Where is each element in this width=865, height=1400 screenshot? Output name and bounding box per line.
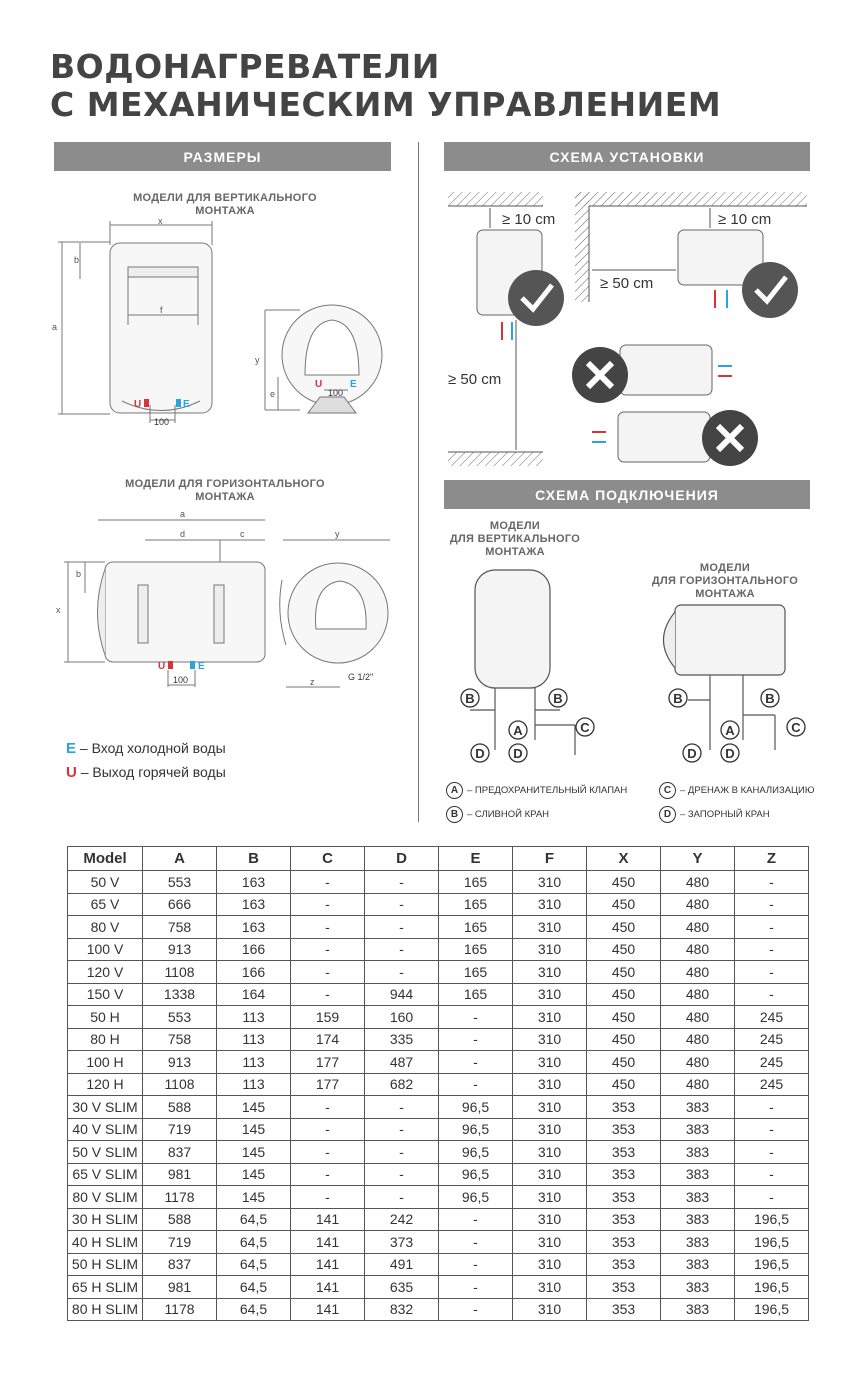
table-cell: 196,5	[735, 1253, 809, 1276]
table-cell: -	[291, 871, 365, 894]
svg-text:d: d	[180, 529, 186, 539]
table-cell: -	[735, 983, 809, 1006]
gap-side-label: ≥ 50 cm	[600, 275, 654, 292]
table-cell: 120 H	[68, 1073, 143, 1096]
table-cell: 450	[587, 871, 661, 894]
table-cell: -	[291, 893, 365, 916]
table-cell: -	[291, 961, 365, 984]
table-cell: -	[365, 893, 439, 916]
table-cell: 80 V SLIM	[68, 1186, 143, 1209]
table-cell: 141	[291, 1231, 365, 1254]
gap-top-label-2: ≥ 10 cm	[718, 211, 772, 228]
connect-horizontal-title: МОДЕЛИ ДЛЯ ГОРИЗОНТАЛЬНОГО МОНТАЖА	[651, 562, 799, 600]
table-body	[68, 871, 809, 1321]
table-cell: -	[439, 1298, 513, 1321]
table-cell: 165	[439, 983, 513, 1006]
table-cell: 100 H	[68, 1051, 143, 1074]
table-cell: 1108	[143, 1073, 217, 1096]
table-cell: 96,5	[439, 1163, 513, 1186]
table-cell: 310	[513, 1006, 587, 1029]
table-cell: 310	[513, 1276, 587, 1299]
svg-text:C: C	[580, 720, 590, 735]
table-cell: 174	[291, 1028, 365, 1051]
table-cell: -	[735, 893, 809, 916]
table-cell: 480	[661, 961, 735, 984]
table-cell: 450	[587, 1028, 661, 1051]
svg-text:B: B	[765, 691, 775, 706]
svg-text:y: y	[255, 355, 260, 365]
table-cell: 50 H	[68, 1006, 143, 1029]
spec-table	[67, 846, 809, 1321]
table-cell: -	[291, 1163, 365, 1186]
table-cell: 383	[661, 1298, 735, 1321]
table-cell: 310	[513, 916, 587, 939]
column-divider	[418, 142, 419, 822]
table-cell: 353	[587, 1276, 661, 1299]
table-cell: 242	[365, 1208, 439, 1231]
table-cell: 1178	[143, 1298, 217, 1321]
table-cell: -	[291, 1186, 365, 1209]
table-cell: 981	[143, 1276, 217, 1299]
table-cell: 383	[661, 1276, 735, 1299]
table-cell: -	[735, 1163, 809, 1186]
table-cell: -	[735, 961, 809, 984]
table-cell: -	[365, 1096, 439, 1119]
table-cell: 145	[217, 1163, 291, 1186]
table-cell: 383	[661, 1141, 735, 1164]
legend-cold: E – Вход холодной воды	[66, 740, 226, 757]
table-cell: 913	[143, 938, 217, 961]
svg-text:E: E	[183, 399, 190, 410]
table-cell: 480	[661, 893, 735, 916]
table-cell: 96,5	[439, 1186, 513, 1209]
svg-text:C: C	[791, 720, 801, 735]
table-cell: 165	[439, 893, 513, 916]
table-cell: 145	[217, 1118, 291, 1141]
table-cell: 64,5	[217, 1276, 291, 1299]
table-cell: 113	[217, 1006, 291, 1029]
table-cell: 310	[513, 961, 587, 984]
table-cell: 310	[513, 893, 587, 916]
table-cell: 64,5	[217, 1253, 291, 1276]
table-cell: 40 V SLIM	[68, 1118, 143, 1141]
table-cell: 353	[587, 1096, 661, 1119]
svg-text:z: z	[310, 677, 315, 687]
table-cell: 30 H SLIM	[68, 1208, 143, 1231]
table-cell: 450	[587, 916, 661, 939]
svg-text:B: B	[673, 691, 683, 706]
table-cell: 141	[291, 1208, 365, 1231]
table-cell: 310	[513, 1073, 587, 1096]
gap-top-label: ≥ 10 cm	[502, 211, 556, 228]
table-cell: 145	[217, 1186, 291, 1209]
svg-text:a: a	[180, 509, 186, 519]
title-line-2: С МЕХАНИЧЕСКИМ УПРАВЛЕНИЕМ	[50, 85, 722, 124]
svg-text:A: A	[513, 723, 523, 738]
table-cell: 310	[513, 1096, 587, 1119]
table-row	[68, 983, 809, 1006]
table-cell: 353	[587, 1186, 661, 1209]
table-row	[68, 1276, 809, 1299]
table-cell: 159	[291, 1006, 365, 1029]
table-cell: 145	[217, 1141, 291, 1164]
table-cell: -	[365, 1186, 439, 1209]
table-row	[68, 1028, 809, 1051]
table-cell: 113	[217, 1028, 291, 1051]
table-cell: 450	[587, 1051, 661, 1074]
table-cell: 96,5	[439, 1118, 513, 1141]
table-cell: 113	[217, 1051, 291, 1074]
table-cell: 480	[661, 916, 735, 939]
page-title	[50, 48, 721, 124]
table-cell: 177	[291, 1073, 365, 1096]
table-cell: 450	[587, 961, 661, 984]
table-cell: -	[291, 938, 365, 961]
table-cell: 944	[365, 983, 439, 1006]
table-cell: 163	[217, 893, 291, 916]
table-cell: -	[365, 871, 439, 894]
table-cell: 165	[439, 961, 513, 984]
table-cell: 310	[513, 1118, 587, 1141]
table-cell: 487	[365, 1051, 439, 1074]
table-row	[68, 1208, 809, 1231]
connection-scheme	[440, 560, 820, 770]
svg-text:G 1/2": G 1/2"	[348, 672, 374, 682]
svg-text:e: e	[270, 389, 276, 399]
table-cell: 65 V SLIM	[68, 1163, 143, 1186]
table-header-x: X	[587, 847, 661, 871]
table-cell: 196,5	[735, 1231, 809, 1254]
table-cell: 80 H	[68, 1028, 143, 1051]
svg-text:D: D	[513, 746, 523, 761]
table-cell: 165	[439, 916, 513, 939]
cold-inlet-marker	[176, 399, 181, 407]
svg-text:D: D	[725, 746, 735, 761]
table-cell: 480	[661, 1051, 735, 1074]
svg-text:f: f	[160, 305, 163, 315]
svg-text:E: E	[350, 379, 357, 390]
table-cell: 196,5	[735, 1208, 809, 1231]
table-row	[68, 893, 809, 916]
table-cell: 310	[513, 1231, 587, 1254]
table-cell: 353	[587, 1208, 661, 1231]
table-cell: 165	[439, 938, 513, 961]
table-cell: 245	[735, 1051, 809, 1074]
table-row	[68, 1141, 809, 1164]
table-cell: 480	[661, 1028, 735, 1051]
table-cell: 832	[365, 1298, 439, 1321]
table-cell: -	[439, 1006, 513, 1029]
table-cell: 120 V	[68, 961, 143, 984]
table-cell: 588	[143, 1208, 217, 1231]
gap-floor-label: ≥ 50 cm	[448, 371, 502, 388]
table-cell: 310	[513, 938, 587, 961]
table-cell: 588	[143, 1096, 217, 1119]
table-cell: 353	[587, 1231, 661, 1254]
section-connect: СХЕМА ПОДКЛЮЧЕНИЯ	[444, 480, 810, 509]
table-row	[68, 871, 809, 894]
svg-text:U: U	[315, 379, 323, 390]
table-cell: 50 V SLIM	[68, 1141, 143, 1164]
table-cell: 1108	[143, 961, 217, 984]
svg-text:100: 100	[328, 388, 344, 398]
table-cell: 64,5	[217, 1298, 291, 1321]
table-cell: -	[439, 1276, 513, 1299]
table-cell: -	[439, 1231, 513, 1254]
table-cell: 480	[661, 983, 735, 1006]
table-cell: -	[439, 1073, 513, 1096]
table-cell: 491	[365, 1253, 439, 1276]
install-scheme	[440, 180, 820, 470]
table-header-z: Z	[735, 847, 809, 871]
table-cell: -	[365, 961, 439, 984]
table-cell: -	[439, 1208, 513, 1231]
table-cell: 80 H SLIM	[68, 1298, 143, 1321]
table-row	[68, 1051, 809, 1074]
table-cell: 310	[513, 1141, 587, 1164]
table-cell: 30 V SLIM	[68, 1096, 143, 1119]
table-header-model: Model	[68, 847, 143, 871]
table-cell: 719	[143, 1118, 217, 1141]
table-cell: 145	[217, 1096, 291, 1119]
title-line-1: ВОДОНАГРЕВАТЕЛИ	[50, 47, 440, 86]
svg-text:100: 100	[154, 417, 170, 427]
table-cell: 166	[217, 961, 291, 984]
table-cell: 837	[143, 1253, 217, 1276]
table-cell: 383	[661, 1118, 735, 1141]
table-row	[68, 1073, 809, 1096]
table-cell: 196,5	[735, 1276, 809, 1299]
section-install: СХЕМА УСТАНОВКИ	[444, 142, 810, 171]
table-cell: -	[735, 1186, 809, 1209]
table-cell: 383	[661, 1253, 735, 1276]
table-cell: 65 V	[68, 893, 143, 916]
table-cell: -	[735, 916, 809, 939]
table-cell: 373	[365, 1231, 439, 1254]
table-cell: -	[291, 916, 365, 939]
table-cell: 758	[143, 916, 217, 939]
table-cell: 383	[661, 1208, 735, 1231]
table-cell: 353	[587, 1163, 661, 1186]
table-cell: -	[365, 916, 439, 939]
table-cell: -	[365, 938, 439, 961]
table-cell: -	[365, 1118, 439, 1141]
table-cell: 50 H SLIM	[68, 1253, 143, 1276]
table-cell: -	[439, 1051, 513, 1074]
table-cell: 837	[143, 1141, 217, 1164]
table-cell: 40 H SLIM	[68, 1231, 143, 1254]
table-cell: 196,5	[735, 1298, 809, 1321]
table-row	[68, 1253, 809, 1276]
table-cell: 160	[365, 1006, 439, 1029]
table-cell: 553	[143, 1006, 217, 1029]
table-cell: 245	[735, 1028, 809, 1051]
table-cell: 164	[217, 983, 291, 1006]
table-cell: 383	[661, 1186, 735, 1209]
svg-text:y: y	[335, 529, 340, 539]
table-row	[68, 1231, 809, 1254]
table-cell: -	[735, 871, 809, 894]
table-row	[68, 1298, 809, 1321]
table-cell: 480	[661, 1073, 735, 1096]
table-row	[68, 1163, 809, 1186]
hot-outlet-marker	[144, 399, 149, 407]
table-header-row	[68, 847, 809, 871]
table-cell: 480	[661, 1006, 735, 1029]
vertical-models-title: МОДЕЛИ ДЛЯ ВЕРТИКАЛЬНОГО МОНТАЖА	[133, 192, 317, 217]
table-cell: 245	[735, 1006, 809, 1029]
horizontal-heater-drawing	[50, 505, 410, 700]
table-row	[68, 916, 809, 939]
table-cell: 310	[513, 983, 587, 1006]
table-cell: 50 V	[68, 871, 143, 894]
table-cell: 96,5	[439, 1141, 513, 1164]
table-cell: 310	[513, 1028, 587, 1051]
table-cell: 383	[661, 1163, 735, 1186]
table-cell: 450	[587, 893, 661, 916]
table-cell: 177	[291, 1051, 365, 1074]
table-row	[68, 938, 809, 961]
table-row	[68, 1118, 809, 1141]
table-header-d: D	[365, 847, 439, 871]
table-cell: 682	[365, 1073, 439, 1096]
table-cell: 165	[439, 871, 513, 894]
svg-text:b: b	[76, 569, 82, 579]
dim-x-label: x	[158, 216, 163, 226]
svg-text:E: E	[198, 661, 205, 672]
table-cell: -	[365, 1163, 439, 1186]
table-row	[68, 1096, 809, 1119]
table-cell: -	[439, 1028, 513, 1051]
table-cell: 353	[587, 1253, 661, 1276]
table-cell: 450	[587, 1006, 661, 1029]
table-cell: 383	[661, 1096, 735, 1119]
legend-hot: U – Выход горячей воды	[66, 764, 226, 781]
table-cell: 719	[143, 1231, 217, 1254]
table-cell: 65 H SLIM	[68, 1276, 143, 1299]
table-cell: 981	[143, 1163, 217, 1186]
svg-text:x: x	[56, 605, 61, 615]
table-cell: 100 V	[68, 938, 143, 961]
table-cell: 553	[143, 871, 217, 894]
table-cell: 666	[143, 893, 217, 916]
table-row	[68, 1006, 809, 1029]
table-cell: 913	[143, 1051, 217, 1074]
table-cell: 141	[291, 1276, 365, 1299]
table-cell: -	[365, 1141, 439, 1164]
table-cell: -	[439, 1253, 513, 1276]
table-cell: 245	[735, 1073, 809, 1096]
table-header-b: B	[217, 847, 291, 871]
svg-text:100: 100	[173, 675, 189, 685]
svg-text:U: U	[158, 661, 166, 672]
table-cell: 353	[587, 1118, 661, 1141]
table-cell: 80 V	[68, 916, 143, 939]
table-cell: 141	[291, 1253, 365, 1276]
table-cell: -	[291, 983, 365, 1006]
svg-text:A: A	[725, 723, 735, 738]
table-cell: 163	[217, 871, 291, 894]
connect-vertical-title: МОДЕЛИ ДЛЯ ВЕРТИКАЛЬНОГО МОНТАЖА	[449, 520, 581, 558]
table-row	[68, 1186, 809, 1209]
table-cell: 166	[217, 938, 291, 961]
section-dimensions: РАЗМЕРЫ	[54, 142, 391, 171]
svg-text:U: U	[134, 399, 142, 410]
table-cell: 310	[513, 1163, 587, 1186]
vertical-heater-drawing	[50, 215, 410, 430]
table-cell: 113	[217, 1073, 291, 1096]
table-cell: -	[291, 1118, 365, 1141]
table-cell: 635	[365, 1276, 439, 1299]
horizontal-models-title: МОДЕЛИ ДЛЯ ГОРИЗОНТАЛЬНОГО МОНТАЖА	[125, 478, 325, 503]
note-a: A – ПРЕДОХРАНИТЕЛЬНЫЙ КЛАПАН	[446, 782, 627, 799]
table-cell: 96,5	[439, 1096, 513, 1119]
table-cell: 450	[587, 938, 661, 961]
table-cell: 64,5	[217, 1231, 291, 1254]
table-cell: -	[291, 1141, 365, 1164]
table-cell: 353	[587, 1141, 661, 1164]
table-cell: 480	[661, 938, 735, 961]
table-cell: 310	[513, 1051, 587, 1074]
table-cell: 450	[587, 983, 661, 1006]
table-cell: 450	[587, 1073, 661, 1096]
table-cell: 310	[513, 1208, 587, 1231]
table-cell: 335	[365, 1028, 439, 1051]
table-cell: -	[291, 1096, 365, 1119]
table-cell: -	[735, 1118, 809, 1141]
table-cell: 1178	[143, 1186, 217, 1209]
table-cell: 383	[661, 1231, 735, 1254]
table-cell: 353	[587, 1298, 661, 1321]
svg-text:a: a	[52, 322, 58, 332]
table-cell: 310	[513, 1253, 587, 1276]
note-c: C – ДРЕНАЖ В КАНАЛИЗАЦИЮ	[659, 782, 814, 799]
table-row	[68, 961, 809, 984]
note-d: D – ЗАПОРНЫЙ КРАН	[659, 806, 770, 823]
table-header-f: F	[513, 847, 587, 871]
table-cell: 64,5	[217, 1208, 291, 1231]
table-cell: -	[735, 1096, 809, 1119]
svg-text:B: B	[553, 691, 563, 706]
table-cell: 1338	[143, 983, 217, 1006]
table-cell: 163	[217, 916, 291, 939]
table-cell: 758	[143, 1028, 217, 1051]
table-cell: -	[735, 1141, 809, 1164]
table-header-y: Y	[661, 847, 735, 871]
table-header-e: E	[439, 847, 513, 871]
table-cell: 150 V	[68, 983, 143, 1006]
table-cell: -	[735, 938, 809, 961]
table-header-a: A	[143, 847, 217, 871]
table-cell: 310	[513, 1298, 587, 1321]
table-cell: 480	[661, 871, 735, 894]
svg-text:b: b	[74, 255, 80, 265]
svg-text:c: c	[240, 529, 245, 539]
svg-text:B: B	[465, 691, 475, 706]
note-b: B – СЛИВНОЙ КРАН	[446, 806, 549, 823]
svg-text:D: D	[687, 746, 697, 761]
table-cell: 310	[513, 1186, 587, 1209]
svg-text:D: D	[475, 746, 485, 761]
table-cell: 141	[291, 1298, 365, 1321]
table-header-c: C	[291, 847, 365, 871]
table-cell: 310	[513, 871, 587, 894]
